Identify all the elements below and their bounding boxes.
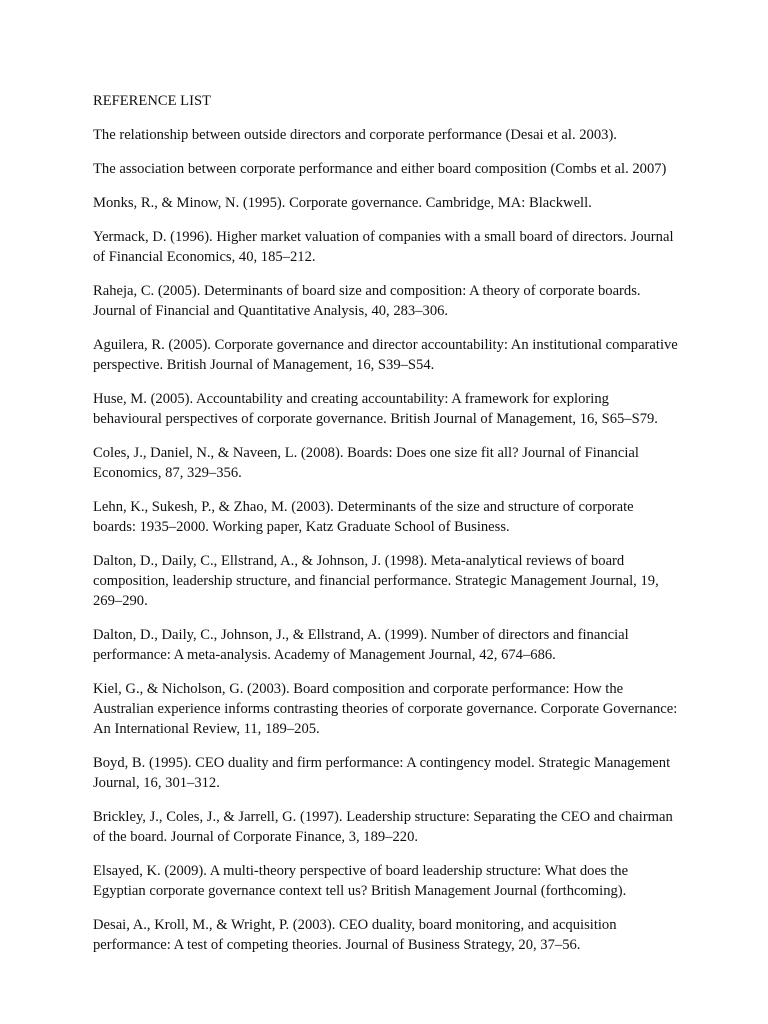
reference-entry: Coles, J., Daniel, N., & Naveen, L. (2008). Boards: Does one size fit all? Journal of Financial Economics, 87, 329–356.: [93, 445, 639, 481]
reference-entry: Boyd, B. (1995). CEO duality and firm performance: A contingency model. Strategic Management Journal, 16, 301–312.: [93, 755, 671, 791]
reference-entry: Elsayed, K. (2009). A multi-theory perspective of board leadership structure: What does the Egyptian corporate governance context tell us? British Management Journal (forthcoming).: [93, 863, 629, 899]
reference-entry: Kiel, G., & Nicholson, G. (2003). Board composition and corporate performance: How the Australian experience informs contrasting theories of corporate governance. Corporate Governance: An International Review, 11, 189–205.: [93, 681, 678, 737]
reference-entry: Raheja, C. (2005). Determinants of board size and composition: A theory of corporate boards. Journal of Financial and Quantitative Analysis, 40, 283–306.: [93, 283, 641, 319]
reference-page: [93, 91, 678, 969]
reference-entry: Brickley, J., Coles, J., & Jarrell, G. (1997). Leadership structure: Separating the CEO and chairman of the board. Journal of Corporate Finance, 3, 189–220.: [93, 809, 673, 845]
reference-entry: Dalton, D., Daily, C., Johnson, J., & Ellstrand, A. (1999). Number of directors and financial performance: A meta-analysis. Academy of Management Journal, 42, 674–686.: [93, 627, 629, 663]
reference-entry: Dalton, D., Daily, C., Ellstrand, A., & Johnson, J. (1998). Meta-analytical reviews of board composition, leadership structure, and financial performance. Strategic Management Journal, 19, 269–290.: [93, 553, 659, 609]
reference-entry: Desai, A., Kroll, M., & Wright, P. (2003). CEO duality, board monitoring, and acquisition performance: A test of competing theories. Journal of Business Strategy, 20, 37–56.: [93, 917, 617, 953]
reference-entry: Lehn, K., Sukesh, P., & Zhao, M. (2003). Determinants of the size and structure of corporate boards: 1935–2000. Working paper, Katz Graduate School of Business.: [93, 499, 634, 535]
reference-list-heading: REFERENCE LIST: [93, 93, 211, 109]
reference-entry: The association between corporate performance and either board composition (Combs et al. 2007): [93, 161, 667, 177]
reference-entry: Aguilera, R. (2005). Corporate governance and director accountability: An institutional comparative perspective. British Journal of Management, 16, S39–S54.: [93, 337, 678, 373]
reference-entry: Monks, R., & Minow, N. (1995). Corporate governance. Cambridge, MA: Blackwell.: [93, 195, 592, 211]
reference-entry: Huse, M. (2005). Accountability and creating accountability: A framework for exploring behavioural perspectives of corporate governance. British Journal of Management, 16, S65–S79.: [93, 391, 658, 427]
reference-entry: The relationship between outside directors and corporate performance (Desai et al. 2003).: [93, 127, 617, 143]
reference-entry: Yermack, D. (1996). Higher market valuation of companies with a small board of directors. Journal of Financial Economics, 40, 185–212.: [93, 229, 674, 265]
